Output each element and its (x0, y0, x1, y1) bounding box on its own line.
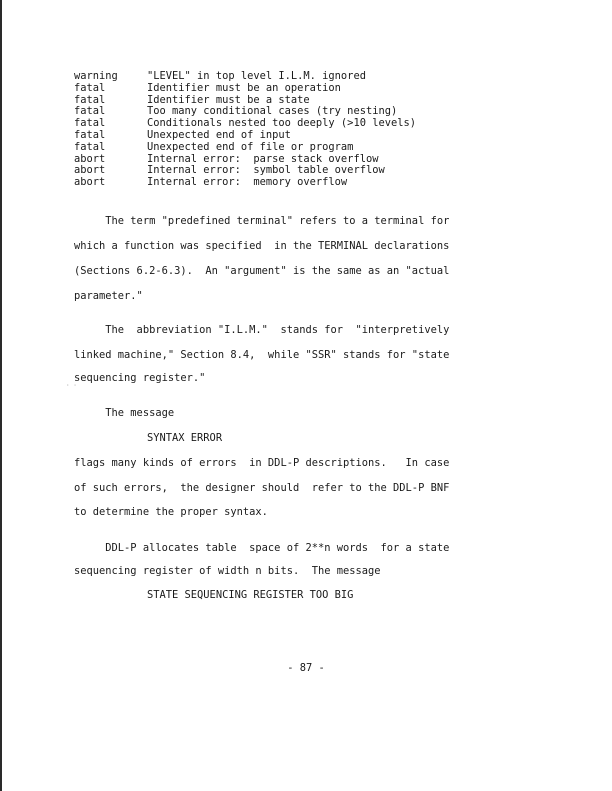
paragraph-line: linked machine," Section 8.4, while "SSR" stands for "state (74, 349, 450, 361)
message-severity: fatal (74, 93, 106, 106)
message-text: Too many conditional cases (try nesting) (147, 105, 398, 118)
message-text: Internal error: symbol table overflow (147, 164, 385, 177)
message-row (74, 176, 348, 189)
message-text: Unexpected end of input (147, 128, 291, 141)
paragraph-line: which a function was specified in the TERMINAL declarations (74, 240, 450, 252)
paragraph-line: sequencing register." (74, 372, 206, 384)
message-row (74, 140, 354, 154)
message-severity: abort (74, 152, 106, 165)
page-number: - 87 - (287, 662, 325, 674)
code-message: SYNTAX ERROR (147, 432, 223, 444)
message-severity: abort (74, 164, 106, 177)
scan-artifact: · · (66, 382, 77, 389)
code-message: STATE SEQUENCING REGISTER TOO BIG (147, 589, 354, 601)
paragraph-line: The message (74, 407, 175, 419)
message-text: Internal error: memory overflow (147, 176, 348, 189)
message-severity: fatal (74, 128, 106, 141)
paragraph-line: The term "predefined terminal" refers to a terminal for (74, 215, 450, 227)
paragraph-line: sequencing register of width n bits. The message (74, 565, 381, 577)
message-severity: fatal (74, 140, 106, 153)
paragraph-line: flags many kinds of errors in DDL-P descriptions. In case (74, 457, 450, 469)
paragraph-line: (Sections 6.2-6.3). An "argument" is the same as an "actual (74, 265, 450, 277)
paragraph-line: of such errors, the designer should refer to the DDL-P BNF (74, 482, 450, 494)
message-text: Identifier must be a state (147, 93, 310, 106)
paragraph-line: The abbreviation "I.L.M." stands for "interpretively (74, 324, 450, 336)
message-severity: warning (74, 70, 118, 82)
message-severity: abort (74, 176, 106, 189)
paragraph-line: parameter." (74, 290, 143, 302)
message-text: Identifier must be an operation (147, 81, 341, 94)
message-severity: fatal (74, 105, 106, 118)
paragraph-line: to determine the proper syntax. (74, 506, 268, 518)
message-severity: fatal (74, 81, 106, 94)
message-severity: fatal (74, 117, 106, 130)
message-text: Conditionals nested too deeply (>10 levels) (147, 117, 416, 130)
message-table (74, 70, 416, 189)
message-row (74, 81, 341, 95)
message-text: "LEVEL" in top level I.L.M. ignored (147, 70, 366, 82)
message-row (74, 128, 291, 142)
message-text: Internal error: parse stack overflow (147, 152, 379, 165)
message-text: Unexpected end of file or program (147, 140, 354, 153)
paragraph-line: DDL-P allocates table space of 2**n words for a state (74, 542, 450, 554)
